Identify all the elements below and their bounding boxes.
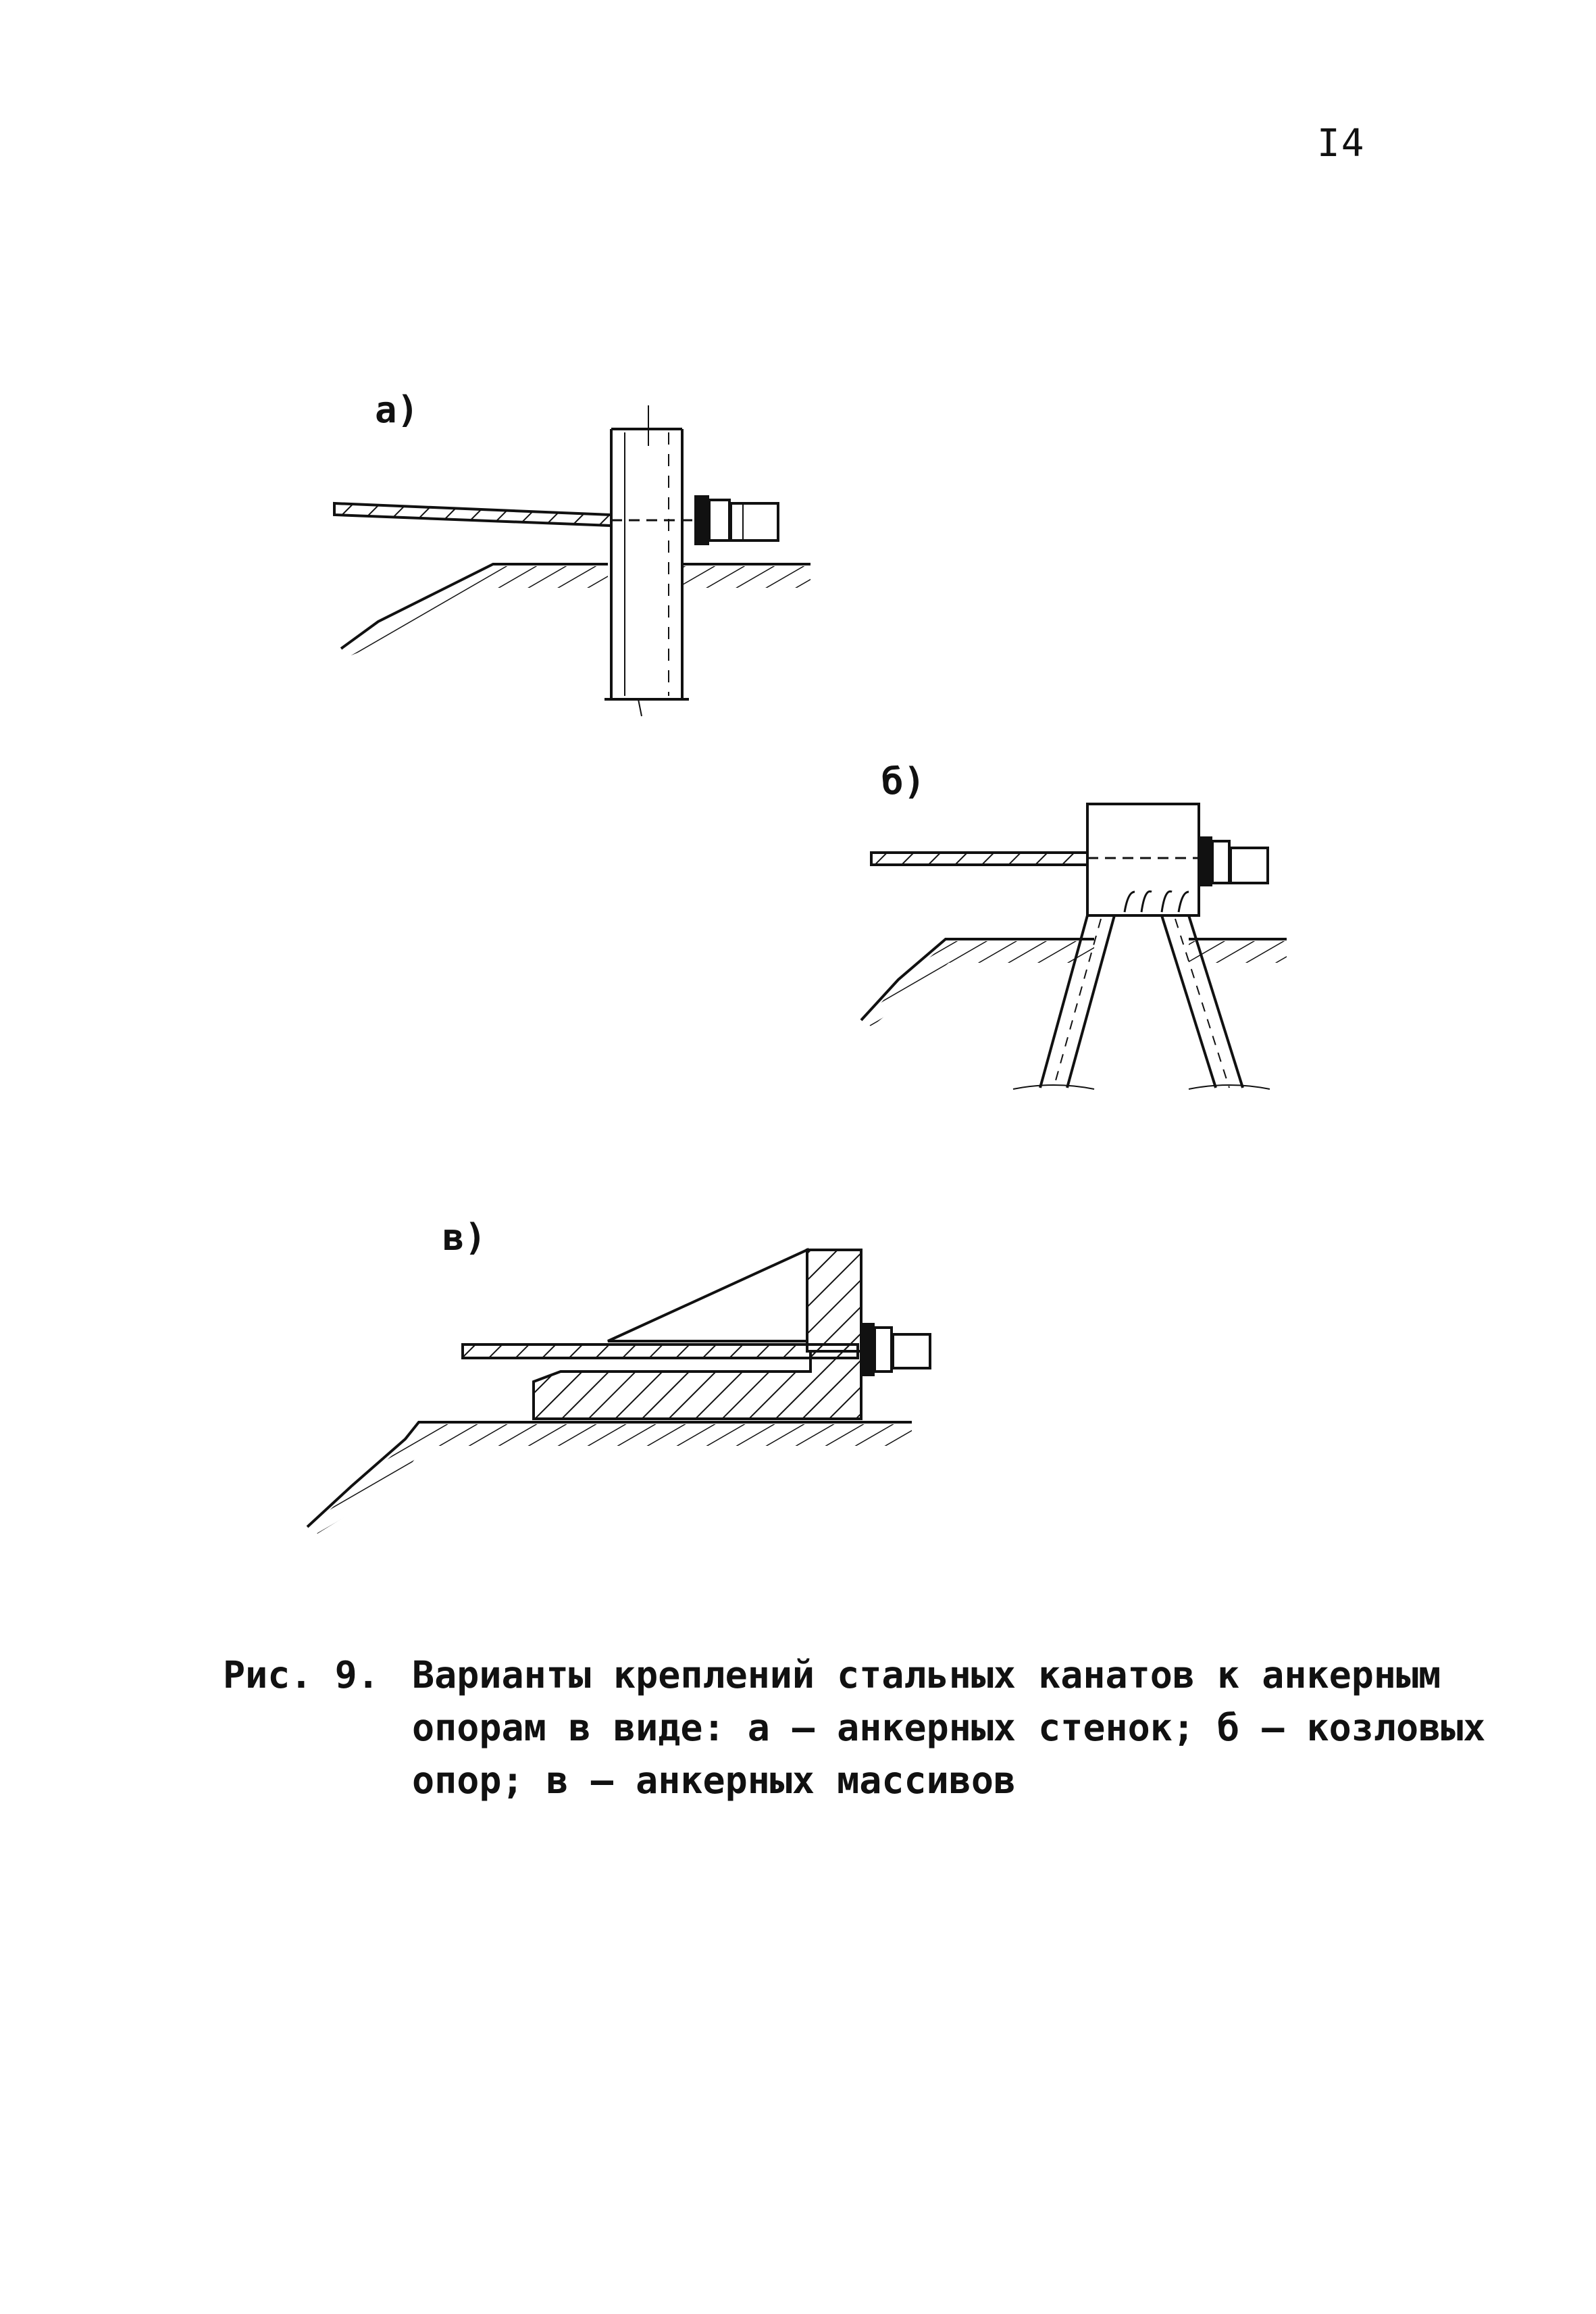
figure-v-anchor-mass — [307, 1250, 930, 1534]
caption-line: опор; в – анкерных массивов — [412, 1759, 1016, 1802]
figure-label-a: а) — [375, 388, 419, 431]
caption-text — [412, 1649, 1485, 1807]
caption-line: Варианты креплений стальных канатов к анкерным — [412, 1653, 1441, 1696]
steel-cable-a — [334, 503, 696, 526]
steel-cable-b — [871, 853, 1087, 865]
cable-nut-b — [1199, 838, 1268, 885]
ground-a — [0, 564, 810, 655]
figure-a-anchor-wall — [0, 405, 810, 716]
trestle-block — [1087, 804, 1199, 915]
caption-line: опорам в виде: а – анкерных стенок; б – козловых — [412, 1706, 1486, 1749]
figure-caption — [223, 1649, 1486, 1807]
caption-prefix: Рис. 9. — [223, 1653, 380, 1696]
cable-nut-a — [696, 497, 778, 544]
figure-label-b: б) — [881, 760, 926, 803]
figure-b-trestle-support — [861, 804, 1287, 1089]
cable-nut-v — [861, 1324, 930, 1375]
anchor-wall-pile — [604, 405, 689, 716]
ground-v — [307, 1422, 912, 1534]
steel-cable-v — [463, 1344, 858, 1358]
page-number: I4 — [1317, 122, 1366, 166]
ground-b — [861, 939, 1287, 1027]
anchor-massif — [534, 1250, 861, 1419]
figure-label-v: в) — [442, 1216, 487, 1259]
